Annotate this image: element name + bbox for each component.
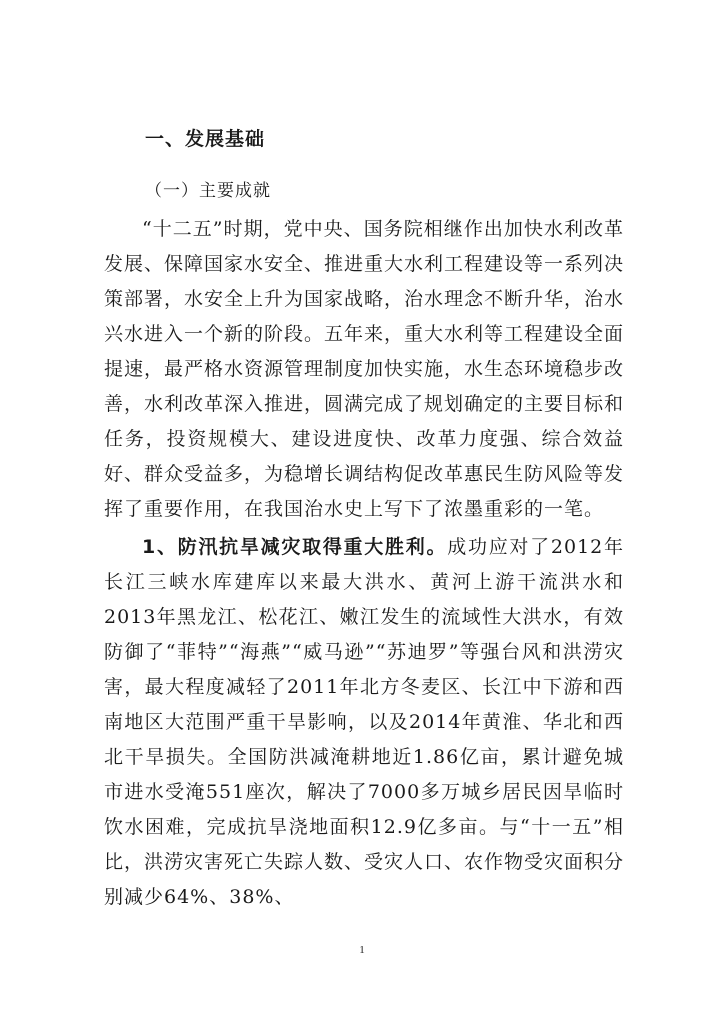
paragraph-flood-control <box>104 530 624 915</box>
paragraph-lead: 1、防汛抗旱减灾取得重大胜利。 <box>142 536 448 558</box>
paragraph-achievements <box>104 212 624 527</box>
section-heading: 一、发展基础 <box>145 128 266 150</box>
subsection-heading: （一）主要成就 <box>145 181 271 201</box>
paragraph-text: “十二五”时期，党中央、国务院相继作出加快水利改革发展、保障国家水安全、推进重大水利工程建设等一系列决策部署，水安全上升为国家战略，治水理念不断升华，治水兴水进入一个新的阶段。五年来，重大水利等工程建设全面提速，最严格水资源管理制度加快实施，水生态环境稳步改善，水利改革深入推进，圆满完成了规划确定的主要目标和任务，投资规模大、建设进度快、改革力度强、综合效益好、群众受益多，为稳增长调结构促改革惠民生防风险等发挥了重要作用，在我国治水史上写下了浓墨重彩的一笔。 <box>104 218 625 520</box>
paragraph-text: 成功应对了2012年长江三峡水库建库以来最大洪水、黄河上游干流洪水和2013年黑龙江、松花江、嫩江发生的流域性大洪水，有效防御了“菲特”“海燕”“威马逊”“苏迪罗”等强台风和洪涝灾害，最大程度减轻了2011年北方冬麦区、长江中下游和西南地区大范围严重干旱影响，以及2014年黄淮、华北和西北干旱损失。全国防洪减淹耕地近1.86亿亩，累计避免城市进水受淹551座次，解决了7000多万城乡居民因旱临时饮水困难，完成抗旱浇地面积12.9亿多亩。与“十一五”相比，洪涝灾害死亡失踪人数、受灾人口、农作物受灾面积分别减少64%、38%、 <box>104 536 625 908</box>
page-number: 1 <box>359 944 365 956</box>
